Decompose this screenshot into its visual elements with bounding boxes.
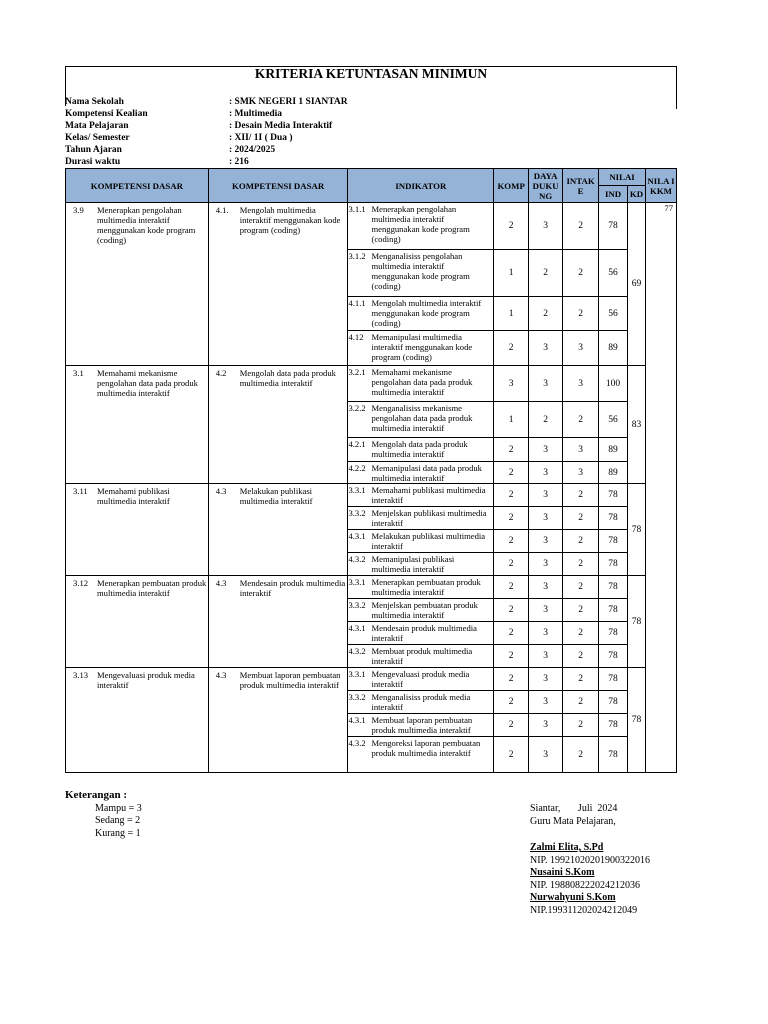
nilai-ind-cell: 78	[599, 599, 628, 622]
kompetensi-dasar-keterampilan	[208, 484, 348, 576]
indikator-text: Membuat laporan pembuatan produk multimedia interaktif	[371, 715, 473, 735]
meta-value: : 2024/2025	[229, 145, 276, 155]
indikator-text: Menganalisiss mekanisme pengolahan data pada produk multimedia interaktif	[371, 403, 473, 433]
kd-number: 3.11	[73, 486, 88, 496]
meta-row	[65, 132, 348, 144]
meta-row	[65, 144, 348, 156]
indikator-cell	[348, 402, 494, 438]
meta-row	[65, 96, 348, 108]
komp-cell: 2	[494, 599, 529, 622]
intake-cell: 3	[563, 462, 599, 484]
indikator-cell	[348, 462, 494, 484]
kompetensi-dasar-keterampilan	[208, 366, 348, 484]
intake-cell: 3	[563, 366, 599, 402]
indikator-cell	[348, 645, 494, 668]
indikator-text: Mengoreksi laporan pembuatan produk multimedia interaktif	[371, 738, 481, 758]
intake-cell: 2	[563, 668, 599, 691]
kd-text: Menerapkan pembuatan produk multimedia interaktif	[97, 578, 207, 598]
indikator-number: 4.1.1	[348, 298, 366, 308]
table-row	[66, 668, 677, 691]
kd-text: Melakukan publikasi multimedia interaktif	[239, 486, 313, 506]
header-daya-dukung: DAYA DUKU NG	[529, 169, 563, 203]
komp-cell: 2	[494, 462, 529, 484]
meta-value: : SMK NEGERI 1 SIANTAR	[229, 97, 348, 107]
kd-number: 3.13	[73, 670, 89, 680]
daya-dukung-cell: 3	[529, 553, 563, 576]
komp-cell: 1	[494, 297, 529, 331]
indikator-cell	[348, 622, 494, 645]
intake-cell: 2	[563, 507, 599, 530]
komp-cell: 2	[494, 691, 529, 714]
komp-cell: 2	[494, 714, 529, 737]
teacher-nip: NIP.199311202024212049	[530, 904, 638, 916]
meta-key: Tahun Ajaran	[65, 145, 122, 155]
komp-cell: 2	[494, 203, 529, 250]
kd-number: 4.3	[215, 486, 227, 496]
header-indikator: INDIKATOR	[348, 169, 494, 203]
indikator-cell	[348, 599, 494, 622]
nilai-ind-cell: 56	[599, 250, 628, 297]
komp-cell: 2	[494, 530, 529, 553]
meta-value: : 216	[229, 157, 249, 167]
note-item: Mampu = 3	[95, 802, 142, 814]
nilai-kd-cell: 78	[628, 576, 646, 668]
nilai-ind-cell: 78	[599, 668, 628, 691]
notes	[65, 789, 142, 840]
daya-dukung-cell: 3	[529, 507, 563, 530]
daya-dukung-cell: 2	[529, 297, 563, 331]
indikator-number: 3.3.1	[348, 485, 366, 495]
indikator-cell	[348, 438, 494, 462]
header-kompetensi-dasar-2: KOMPETENSI DASAR	[208, 169, 348, 203]
daya-dukung-cell: 3	[529, 668, 563, 691]
kd-text: Mendesain produk multimedia interaktif	[239, 578, 346, 598]
indikator-text: Memanipulasi data pada produk multimedia interaktif	[371, 463, 482, 483]
place-date: Siantar, Juli 2024	[530, 803, 618, 814]
indikator-text: Memahami mekanisme pengolahan data pada produk multimedia interaktif	[371, 367, 473, 397]
meta-row	[65, 120, 348, 132]
kompetensi-dasar-pengetahuan	[66, 484, 209, 576]
document-meta	[65, 96, 348, 168]
meta-key: Kompetensi Kealian	[65, 109, 148, 119]
kompetensi-dasar-pengetahuan	[66, 668, 209, 773]
header-nilai: NILAI	[599, 169, 646, 186]
header-komp: KOMP	[494, 169, 529, 203]
indikator-number: 3.3.1	[348, 577, 366, 587]
indikator-text: Mengolah data pada produk multimedia interaktif	[371, 439, 468, 459]
indikator-cell	[348, 203, 494, 250]
header-intake: INTAK E	[563, 169, 599, 203]
kd-number: 4.1.	[215, 205, 229, 215]
indikator-number: 4.2.1	[348, 439, 366, 449]
nilai-ind-cell: 78	[599, 530, 628, 553]
komp-cell: 2	[494, 553, 529, 576]
nilai-ind-cell: 78	[599, 484, 628, 507]
kompetensi-dasar-keterampilan	[208, 576, 348, 668]
page-title: KRITERIA KETUNTASAN MINIMUN	[254, 66, 488, 81]
daya-dukung-cell: 3	[529, 530, 563, 553]
daya-dukung-cell: 3	[529, 599, 563, 622]
kd-text: Memahami publikasi multimedia interaktif	[97, 486, 170, 506]
teacher-name: Nurwahyuni S.Kom	[530, 892, 616, 903]
indikator-text: Menerapkan pembuatan produk multimedia interaktif	[371, 577, 481, 597]
nilai-ind-cell: 78	[599, 576, 628, 599]
intake-cell: 2	[563, 691, 599, 714]
note-item: Sedang = 2	[95, 815, 141, 826]
indikator-text: Mengevaluasi produk media interaktif	[371, 669, 470, 689]
kd-text: Membuat laporan pembuatan produk multimedia interaktif	[239, 670, 341, 690]
indikator-number: 3.1.2	[348, 251, 366, 261]
nilai-ind-cell: 78	[599, 691, 628, 714]
indikator-text: Mendesain produk multimedia interaktif	[371, 623, 477, 643]
meta-value: : XII/ 1I ( Dua )	[229, 133, 293, 143]
intake-cell: 2	[563, 250, 599, 297]
indikator-text: Melakukan publikasi multimedia interaktif	[371, 531, 486, 551]
teacher-nip: NIP. 198808222024212036	[530, 879, 641, 891]
indikator-number: 3.3.1	[348, 669, 366, 679]
indikator-number: 4.3.1	[348, 531, 366, 541]
daya-dukung-cell: 3	[529, 714, 563, 737]
indikator-text: Menjelskan pembuatan produk multimedia interaktif	[371, 600, 478, 620]
notes-heading: Keterangan :	[65, 789, 128, 801]
indikator-number: 3.3.2	[348, 508, 366, 518]
daya-dukung-cell: 3	[529, 576, 563, 599]
kompetensi-dasar-keterampilan	[208, 668, 348, 773]
daya-dukung-cell: 3	[529, 622, 563, 645]
kkm-sheet	[65, 66, 677, 760]
indikator-number: 4.12	[348, 332, 364, 342]
indikator-cell	[348, 366, 494, 402]
kd-number: 3.9	[73, 205, 84, 215]
header-ind: IND	[599, 186, 628, 203]
nilai-ind-cell: 89	[599, 438, 628, 462]
nilai-kd-cell: 83	[628, 366, 646, 484]
intake-cell: 2	[563, 297, 599, 331]
nilai-ind-cell: 78	[599, 553, 628, 576]
nilai-ind-cell: 89	[599, 462, 628, 484]
indikator-cell	[348, 576, 494, 599]
indikator-text: Memanipulasi multimedia interaktif menggunakan kode program (coding)	[371, 332, 473, 362]
signature-role: Guru Mata Pelajaran,	[530, 815, 616, 827]
komp-cell: 1	[494, 250, 529, 297]
kd-text: Mengevaluasi produk media interaktif	[97, 670, 195, 690]
indikator-cell	[348, 553, 494, 576]
komp-cell: 2	[494, 668, 529, 691]
nilai-ind-cell: 78	[599, 622, 628, 645]
indikator-cell	[348, 691, 494, 714]
kompetensi-dasar-keterampilan	[208, 203, 348, 366]
komp-cell: 2	[494, 576, 529, 599]
nilai-ind-cell: 56	[599, 297, 628, 331]
intake-cell: 2	[563, 203, 599, 250]
intake-cell: 2	[563, 530, 599, 553]
nilai-ind-cell: 78	[599, 714, 628, 737]
indikator-cell	[348, 484, 494, 507]
indikator-text: Mengolah multimedia interaktif menggunakan kode program (coding)	[371, 298, 482, 328]
nilai-kkm-cell: 77	[645, 203, 676, 773]
kd-text: Menerapkan pengolahan multimedia interaktif menggunakan kode program (coding)	[97, 205, 196, 245]
kkm-table-body	[66, 203, 677, 773]
intake-cell: 2	[563, 645, 599, 668]
daya-dukung-cell: 2	[529, 250, 563, 297]
teacher-nip: NIP. 19921020201900322016	[530, 854, 651, 866]
indikator-number: 4.3.1	[348, 715, 366, 725]
nilai-ind-cell: 78	[599, 737, 628, 773]
indikator-cell	[348, 297, 494, 331]
indikator-text: Menganalisiss pengolahan multimedia interaktif menggunakan kode program (coding)	[371, 251, 470, 291]
intake-cell: 2	[563, 622, 599, 645]
kompetensi-dasar-pengetahuan	[66, 366, 209, 484]
indikator-number: 3.2.2	[348, 403, 366, 413]
indikator-number: 4.3.2	[348, 646, 366, 656]
kd-number: 4.3	[215, 670, 227, 680]
nilai-ind-cell: 78	[599, 645, 628, 668]
kd-text: Mengolah data pada produk multimedia interaktif	[239, 368, 336, 388]
kd-number: 4.2	[215, 368, 227, 378]
note-item: Kurang = 1	[95, 827, 141, 839]
meta-key: Mata Pelajaran	[65, 121, 129, 131]
indikator-text: Membuat produk multimedia interaktif	[371, 646, 473, 666]
nilai-ind-cell: 78	[599, 507, 628, 530]
signature-block	[530, 803, 650, 917]
header-kompetensi-dasar-1: KOMPETENSI DASAR	[66, 169, 209, 203]
intake-cell: 2	[563, 484, 599, 507]
kompetensi-dasar-pengetahuan	[66, 576, 209, 668]
table-row	[66, 203, 677, 250]
indikator-text: Menjelskan publikasi multimedia interaktif	[371, 508, 487, 528]
indikator-number: 4.3.2	[348, 738, 366, 748]
indikator-text: Memanipulasi publikasi multimedia interaktif	[371, 554, 455, 574]
indikator-text: Memahami publikasi multimedia interaktif	[371, 485, 486, 505]
nilai-kd-cell: 78	[628, 668, 646, 773]
meta-value: : Desain Media Interaktif	[229, 121, 333, 131]
indikator-text: Menerapkan pengolahan multimedia interaktif menggunakan kode program (coding)	[371, 204, 470, 244]
kd-text: Mengolah multimedia interaktif menggunakan kode program (coding)	[239, 205, 341, 235]
daya-dukung-cell: 3	[529, 691, 563, 714]
komp-cell: 2	[494, 484, 529, 507]
intake-cell: 2	[563, 714, 599, 737]
daya-dukung-cell: 3	[529, 737, 563, 773]
daya-dukung-cell: 2	[529, 402, 563, 438]
meta-row	[65, 108, 348, 120]
kkm-table	[65, 168, 677, 773]
komp-cell: 1	[494, 402, 529, 438]
intake-cell: 2	[563, 553, 599, 576]
komp-cell: 2	[494, 737, 529, 773]
daya-dukung-cell: 3	[529, 331, 563, 366]
intake-cell: 3	[563, 331, 599, 366]
indikator-cell	[348, 507, 494, 530]
header-nilai-kkm: NILA I KKM	[645, 169, 676, 203]
komp-cell: 2	[494, 645, 529, 668]
intake-cell: 3	[563, 438, 599, 462]
kd-text: Memahami mekanisme pengolahan data pada produk multimedia interaktif	[97, 368, 198, 398]
indikator-text: Menganalisiss produk media interaktif	[371, 692, 471, 712]
kd-number: 4.3	[215, 578, 227, 588]
indikator-cell	[348, 714, 494, 737]
indikator-cell	[348, 250, 494, 297]
kd-number: 3.12	[73, 578, 89, 588]
intake-cell: 2	[563, 576, 599, 599]
teacher-name: Nusaini S.Kom	[530, 867, 595, 878]
indikator-number: 4.3.1	[348, 623, 366, 633]
kd-number: 3.1	[73, 368, 84, 378]
komp-cell: 2	[494, 622, 529, 645]
indikator-cell	[348, 331, 494, 366]
daya-dukung-cell: 3	[529, 366, 563, 402]
table-row	[66, 576, 677, 599]
nilai-kd-cell: 69	[628, 203, 646, 366]
nilai-ind-cell: 100	[599, 366, 628, 402]
meta-key: Kelas/ Semester	[65, 133, 130, 143]
teacher-name: Zalmi Elita, S.Pd	[530, 842, 604, 853]
table-row	[66, 484, 677, 507]
indikator-cell	[348, 668, 494, 691]
indikator-cell	[348, 530, 494, 553]
komp-cell: 2	[494, 438, 529, 462]
nilai-kd-cell: 78	[628, 484, 646, 576]
indikator-number: 3.3.2	[348, 692, 366, 702]
meta-row	[65, 156, 348, 168]
intake-cell: 2	[563, 599, 599, 622]
daya-dukung-cell: 3	[529, 203, 563, 250]
nilai-ind-cell: 78	[599, 203, 628, 250]
daya-dukung-cell: 3	[529, 462, 563, 484]
header-kd: KD	[628, 186, 646, 203]
komp-cell: 3	[494, 366, 529, 402]
nilai-ind-cell: 89	[599, 331, 628, 366]
daya-dukung-cell: 3	[529, 484, 563, 507]
indikator-number: 4.2.2	[348, 463, 366, 473]
meta-key: Durasi waktu	[65, 157, 121, 167]
intake-cell: 2	[563, 402, 599, 438]
intake-cell: 2	[563, 737, 599, 773]
komp-cell: 2	[494, 331, 529, 366]
meta-key: Nama Sekolah	[65, 97, 124, 107]
indikator-number: 4.3.2	[348, 554, 366, 564]
nilai-ind-cell: 56	[599, 402, 628, 438]
indikator-number: 3.1.1	[348, 204, 366, 214]
daya-dukung-cell: 3	[529, 645, 563, 668]
indikator-number: 3.3.2	[348, 600, 366, 610]
meta-value: : Multimedia	[229, 109, 283, 119]
daya-dukung-cell: 3	[529, 438, 563, 462]
kompetensi-dasar-pengetahuan	[66, 203, 209, 366]
indikator-number: 3.2.1	[348, 367, 366, 377]
table-row	[66, 366, 677, 402]
komp-cell: 2	[494, 507, 529, 530]
indikator-cell	[348, 737, 494, 773]
